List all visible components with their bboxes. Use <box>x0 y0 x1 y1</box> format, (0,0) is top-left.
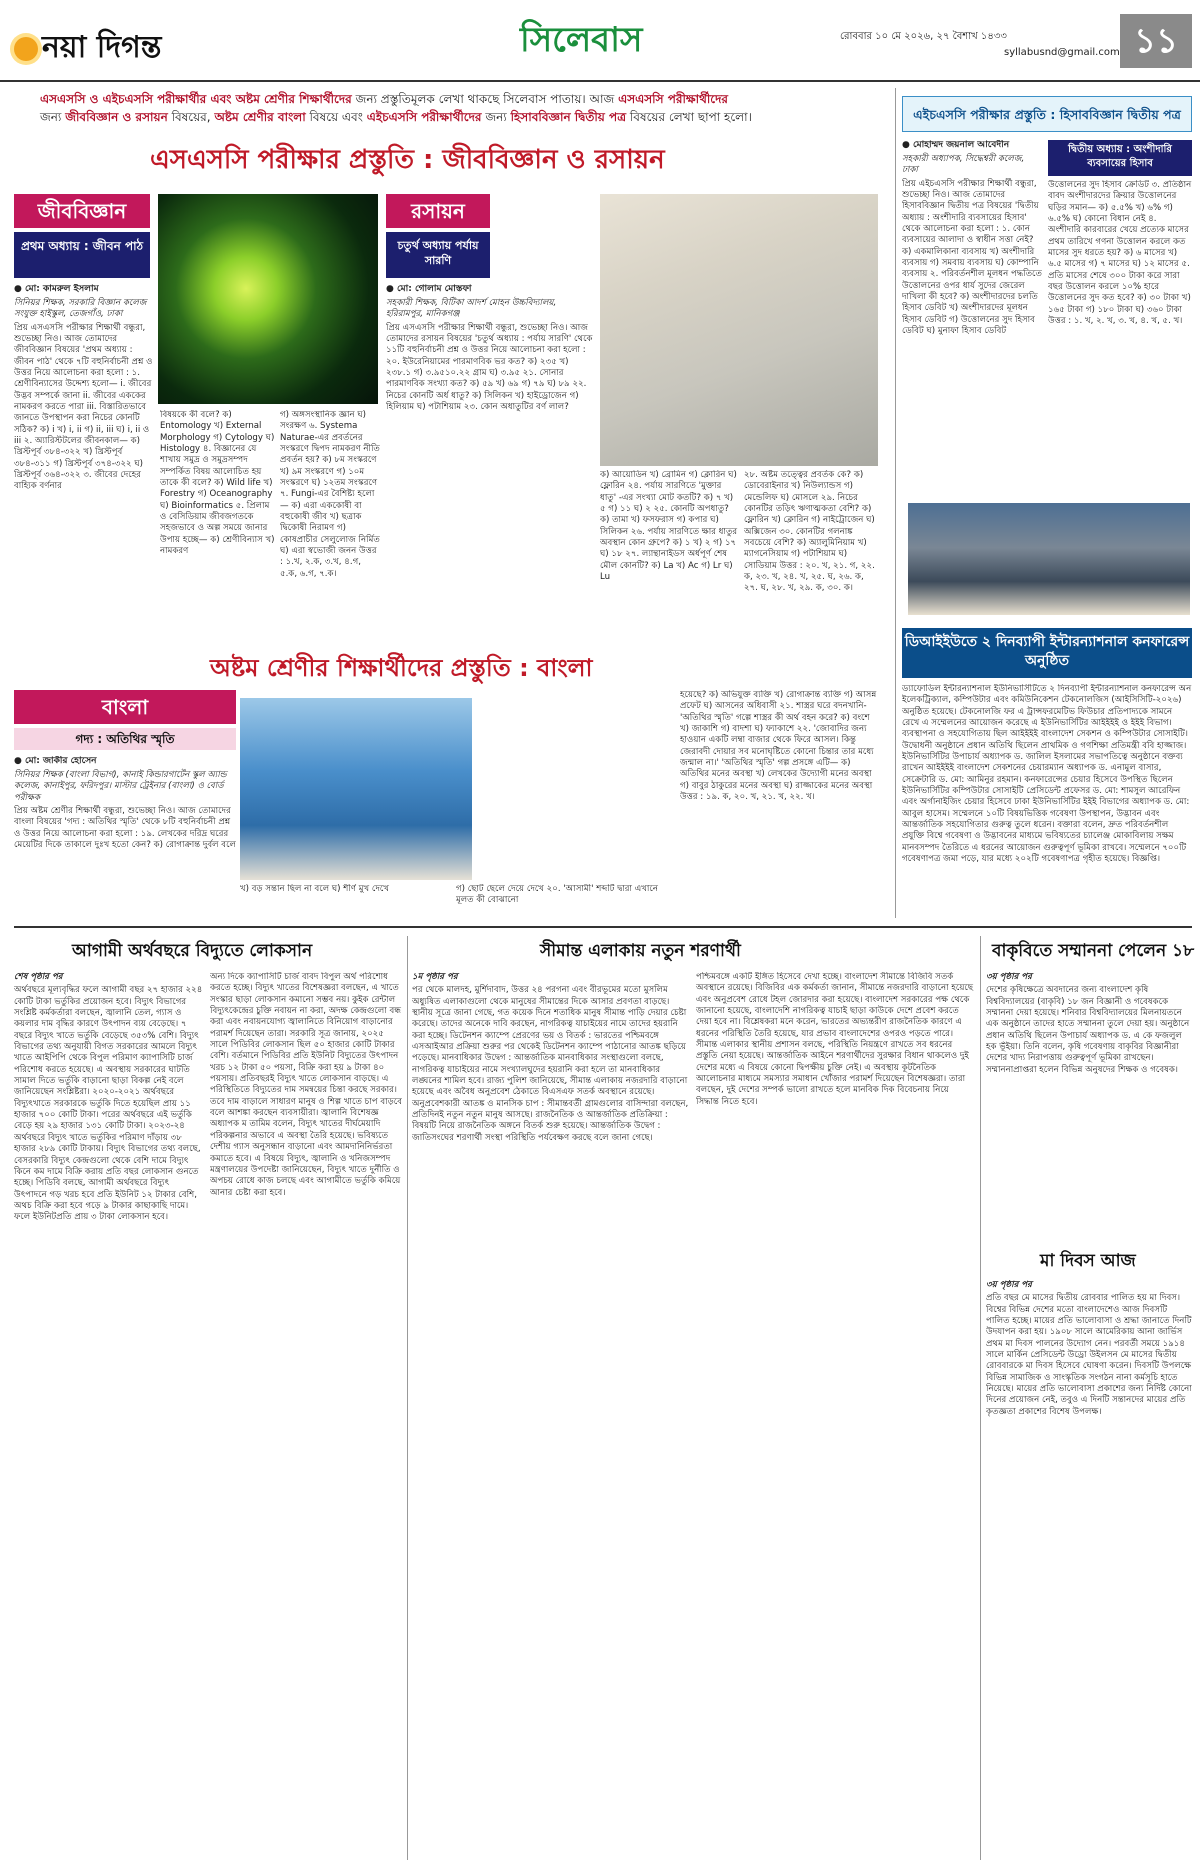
issue-date: রোববার ১০ মে ২০২৬, ২৭ বৈশাখ ১৪৩৩ <box>840 31 1007 42</box>
intro-text: বিষয়ের লেখা ছাপা হলো। <box>629 110 752 124</box>
bangla-column-1 <box>14 756 236 912</box>
author-desc: সিনিয়র শিক্ষক (বাংলা বিভাগ), কানাই কিন্ডারগার্টেন স্কুল অ্যান্ড কলেজ, কানাইপুর, ফরিদপুর। মাস্টার ট্রেইনার (বাংলা) ও বোর্ড পরীক্ষক <box>14 769 227 803</box>
article-body: প্রিয় এসএসসি পরীক্ষার শিক্ষার্থী বন্ধুরা, শুভেচ্ছা নিও। আজ তোমাদের রসায়ন বিষয়ের 'চতুর্থ অধ্যায় : পর্যায় সারণি' থেকে ১১টি বহুনির্বাচনী প্রশ্ন ও উত্তর নিয়ে আলোচনা করা হলো : ২০. ইউরেনিয়ামের পারমাণবিক ভর কত? ক) ২৩৫ খ) ২৩৮.১ গ) ৩.৯৫১০.২২ গ্রাম ঘ) ৩.৯৫ ২১. সোনার পারমাণবিক সংখ্যা কত? ক) ৫৯ খ) ৬৯ গ) ৭৯ ঘ) ৮৯ ২২. নিচের কোনটি অর্ধ ধাতু? ক) সিলিকন খ) হাইড্রোজেন গ) হিলিয়াম ঘ) পটাশিয়াম ২৩. কোন অধাতুটির বর্ণ লাল? <box>386 322 593 412</box>
article-body: হয়েছে? ক) অভিযুক্ত ব্যক্তি খ) রোগাক্রান্ত ব্যক্তি গ) আসন্ন প্রফেট ঘ) আসনের অধিবাসী ২১. শাস্ত্রর ঘরে বদনখানি-'অতিথির স্মৃতি' গল্পে শাস্ত্রর কী অর্থ বহন করে? ক) বংশে খ) জাকাশি গ) বাদশা ঘ) ফ্যাকাশে ২২. 'জোবাদির জন্য হাওয়ান একটি লম্বা বাজার থেকে ফিরে আসল। কিন্তু জেরাবদী দোয়ার সব মনোঘৃষ্টিতে কোনো চিন্তার তার মধ্যে জন্মাল না।' 'অতিথির স্মৃতি' গল্প প্রসঙ্গে এটি— ক) অতিথির মনের অবস্থা খ) লেখকের উদ্যোগী মনের অবস্থা গ) বাবুর ঠাকুরের মনের অবস্থা ঘ) রাজ্জাকের মনের অবস্থা উত্তর : ১৯. ক, ২০. খ, ২১. খ, ২২. খ। <box>680 690 877 803</box>
section-title: সিলেবাস <box>520 20 643 60</box>
article-body: পশ্চিমবঙ্গে একটি ইঙ্গিত হিসেবে দেখা হচ্ছে। বাংলাদেশ সীমান্তে বিজিবি সতর্ক অবস্থানে রয়েছে। বিজিবির এক কর্মকর্তা জানান, সীমান্তে নজরদারি বাড়ানো হয়েছে এবং অনুপ্রবেশ রোধে টহল জোরদার করা হয়েছে। বাংলাদেশ সরকারের পক্ষ থেকে জানানো হয়েছে, বাংলাদেশি নাগরিকত্ব যাচাই ছাড়া কাউকে দেশে প্রবেশ করতে দেয়া হবে না। বিশ্লেষকরা মনে করেন, ভারতের অভ্যন্তরীণ রাজনৈতিক কারণে এ ধরনের পরিস্থিতি তৈরি হয়েছে, যার প্রভাব বাংলাদেশের ওপরও পড়তে পারে। সীমান্ত এলাকার স্থানীয় প্রশাসন বলছে, পরিস্থিতি নিয়ন্ত্রণে রাখতে সব ধরনের প্রস্তুতি নেয়া হয়েছে। আন্তর্জাতিক আইনে শরণার্থীদের সুরক্ষার বিধান থাকলেও দুই দেশের মধ্যে এ বিষয়ে কোনো দ্বিপক্ষীয় চুক্তি নেই। এ অবস্থায় কূটনৈতিক আলোচনার মাধ্যমে সমস্যার সমাধান খোঁজার পরামর্শ দিয়েছেন বিশেষজ্ঞরা। তারা বলছেন, দুই দেশের সম্পর্ক ভালো রাখতে হলে মানবিক দিক বিবেচনায় নিয়ে সিদ্ধান্ত নিতে হবে। <box>696 972 974 1107</box>
article-body: প্রতি বছর মে মাসের দ্বিতীয় রোববার পালিত হয় মা দিবস। বিশ্বের বিভিন্ন দেশের মতো বাংলাদেশেও আজ দিবসটি পালিত হচ্ছে। মায়ের প্রতি ভালোবাসা ও শ্রদ্ধা জানাতে দিনটি উদযাপন করা হয়। ১৯০৮ সালে আমেরিকায় আনা জার্ভিস প্রথম মা দিবস পালনের উদ্যোগ নেন। পরবর্তী সময়ে ১৯১৪ সালে মার্কিন প্রেসিডেন্ট উড্রো উইলসন মে মাসের দ্বিতীয় রোববারকে মা দিবস হিসেবে ঘোষণা করেন। দিবসটি উপলক্ষে বিভিন্ন সামাজিক ও সাংস্কৃতিক সংগঠন নানা কর্মসূচি হাতে নিয়েছে। মায়ের প্রতি ভালোবাসা প্রকাশের জন্য নির্দিষ্ট কোনো দিনের প্রয়োজন নেই, তবুও এ দিনটি সন্তানদের মায়ের প্রতি কৃতজ্ঞতা প্রকাশের বিশেষ উপলক্ষ। <box>986 1293 1192 1417</box>
article-body: পর থেকে মালদহ, মুর্শিদাবাদ, উত্তর ২৪ পরগনা এবং বীরভূমের মতো মুসলিম অধ্যুষিত এলাকাগুলো থেকে মানুষের সীমান্তের দিকে আসার প্রবণতা বাড়ছে। স্থানীয় সূত্রে জানা গেছে, গত কয়েক দিনে শতাধিক মানুষ সীমান্ত পাড়ি দেয়ার চেষ্টা করেছে। তাদের অনেকে দাবি করছেন, নাগরিকত্ব যাচাইয়ের নামে তাদের হয়রানি করা হচ্ছে। ডিটেনশন ক্যাম্পে প্রেরণের ভয় ও বিতর্ক : ভারতের পশ্চিমবঙ্গে এসআইআর প্রক্রিয়া শুরুর পর থেকেই ডিটেনশন ক্যাম্পে পাঠানোর আতঙ্ক ছড়িয়ে পড়েছে। মানবাধিকার উদ্বেগ : আন্তর্জাতিক মানবাধিকার সংস্থাগুলো বলছে, নাগরিকত্ব যাচাইয়ের নামে সংখ্যালঘুদের হয়রানি করা হলে তা মানবাধিকার লঙ্ঘনের শামিল হবে। রাজ্য পুলিশ জানিয়েছে, সীমান্ত এলাকায় নজরদারি বাড়ানো হয়েছে এবং অবৈধ অনুপ্রবেশ ঠেকাতে বিএসএফ সতর্ক অবস্থানে রয়েছে। অনুপ্রবেশকারী আতঙ্ক ও মানসিক চাপ : সীমান্তবর্তী গ্রামগুলোর বাসিন্দারা বলছেন, প্রতিদিনই নতুন নতুন মানুষ আসছে। রাজনৈতিক ও আন্তর্জাতিক প্রতিক্রিয়া : বিষয়টি নিয়ে রাজনৈতিক অঙ্গনে বিতর্ক শুরু হয়েছে। আন্তর্জাতিক উদ্বেগ : জাতিসংঘের শরণার্থী সংস্থা পরিস্থিতি পর্যবেক্ষণ করছে বলে জানা গেছে। <box>412 985 689 1143</box>
chemistry-column-3 <box>744 470 880 620</box>
article-headline: বাকৃবিতে সম্মাননা পেলেন ১৮ <box>992 941 1195 961</box>
bangla-chapter: গদ্য : অতিথির স্মৃতি <box>14 728 236 750</box>
article-body: ক) আয়োডিন খ) ব্রোমিন গ) ক্লোরিন ঘ) ফ্লোরিন ২৪. পর্যায় সারণিতে 'মুক্তার ধাতু' -এর সংখ্যা মোট কতটি? ক) ৭ খ) ৫ গ) ১১ ঘ) ২ ২৫. কোনটি অপধাতু? ক) তামা খ) ফসফরাস গ) কপার ঘ) সিলিকন ২৬. পর্যায় সারণিতে ক্ষার ধাতুর অবস্থান কোন গ্রুপে? ক) ১ খ) ২ গ) ১৭ ঘ) ১৮ ২৭. ল্যান্থানাইডস অর্ধপূর্ণ শেষ মৌল কোনটি? ক) La খ) Ac গ) Lr ঘ) Lu <box>600 470 738 583</box>
electricity-column-2 <box>210 972 402 1860</box>
hsc-chapter: দ্বিতীয় অধ্যায় : অংশীদারি ব্যবসায়ের হিসাব <box>1048 140 1192 176</box>
article-body: অর্থবছরে মূল্যবৃদ্ধির ফলে আগামী বছর ২৭ হাজার ২২৪ কোটি টাকা ভর্তুকির প্রয়োজন হবে। বিদ্যুৎ বিভাগের সংশ্লিষ্ট কর্মকর্তারা বলছেন, জ্বালানি তেল, গ্যাস ও কয়লার দাম বৃদ্ধির কারণে উৎপাদন ব্যয় বেড়েছে। ৭ বছরে বিদ্যুৎ খাতে ভর্তুকি বেড়েছে ৩৫৩% বেশি। বিদ্যুৎ বিভাগের তথ্য অনুযায়ী বিগত সরকারের আমলে বিদ্যুৎ খাতে আইপিপি থেকে বিপুল পরিমাণ ক্যাপাসিটি চার্জ পরিশোধ করতে হয়েছে। এ অবস্থায় সরকারের ঘাটতি সামাল দিতে ভর্তুকি বাড়ানো ছাড়া বিকল্প নেই বলে জানিয়েছেন সংশ্লিষ্টরা। ২০২০-২০২১ অর্থবছরে বিদ্যুৎখাতে সরকারকে ভর্তুকি দিতে হয়েছিল প্রায় ১১ হাজার ৭০০ কোটি টাকা। পরের অর্থবছরে এই ভর্তুকি বেড়ে হয় ২৯ হাজার ১৩১ কোটি টাকা। ২০২৩-২৪ অর্থবছরে বিদ্যুৎ খাতে ভর্তুকির পরিমাণ দাঁড়ায় ৩৮ হাজার ২৮৯ কোটি টাকায়। বিদ্যুৎ বিভাগের তথ্য বলছে, বেসরকারি বিদ্যুৎ কেন্দ্রগুলো থেকে বেশি দামে বিদ্যুৎ কিনে কম দামে বিক্রি করায় প্রতি বছর লোকসান গুনতে হচ্ছে। পিডিবি বলছে, আগামী অর্থবছরে বিদ্যুৎ উৎপাদনে গড় খরচ হবে প্রতি ইউনিট ১২ টাকার বেশি, অথচ বিক্রি করা হবে গড়ে ৯ টাকার কাছাকাছি দামে। ফলে ইউনিটপ্রতি প্রায় ৩ টাকা লোকসান হবে। <box>14 985 203 1223</box>
contact-email: syllabusnd@gmail.com <box>1004 47 1120 58</box>
article-body: অন্য দিকে ক্যাপাসিটি চার্জ বাবদ বিপুল অর্থ পরিশোধ করতে হচ্ছে। বিদ্যুৎ খাতের বিশেষজ্ঞরা বলছেন, এ খাতে সংস্কার ছাড়া লোকসান কমানো সম্ভব নয়। কুইক রেন্টাল বিদ্যুৎকেন্দ্রের চুক্তি নবায়ন না করা, অদক্ষ কেন্দ্রগুলো বন্ধ করা এবং নবায়নযোগ্য জ্বালানিতে বিনিয়োগ বাড়ানোর পরামর্শ দিয়েছেন তারা। সরকারি সূত্র জানায়, ২০২৫ সালে পিডিবির লোকসান ছিল ৫০ হাজার কোটি টাকার বেশি। বর্তমানে পিডিবির প্রতি ইউনিট বিদ্যুতের উৎপাদন খরচ ১২ টাকা ৫০ পয়সা, বিক্রি করা হয় ৯ টাকা ৪০ পয়সায়। প্রতিবছরই বিদ্যুৎ খাতে লোকসান বাড়ছে। এ পরিস্থিতিতে বিদ্যুতের দাম সমন্বয়ের চিন্তা করছে সরকার। তবে দাম বাড়ালে সাধারণ মানুষ ও শিল্প খাতে চাপ বাড়বে বলে আশঙ্কা করছেন ব্যবসায়ীরা। জ্বালানি বিশেষজ্ঞ অধ্যাপক ম তামিম বলেন, বিদ্যুৎ খাতের দীর্ঘমেয়াদি পরিকল্পনার অভাবে এ অবস্থা তৈরি হয়েছে। ভবিষ্যতে দেশীয় গ্যাস অনুসন্ধান বাড়ানো এবং আমদানিনির্ভরতা কমাতে হবে। এ বিষয়ে বিদ্যুৎ, জ্বালানি ও খনিজসম্পদ মন্ত্রণালয়ের উপদেষ্টা জানিয়েছেন, বিদ্যুৎ খাতে দুর্নীতি ও অপচয় রোধে কাজ চলছে এবং আগামীতে ভর্তুকি কমিয়ে আনার চেষ্টা করা হবে। <box>210 972 402 1198</box>
intro-text: জন্য <box>40 110 62 124</box>
conference-body <box>902 684 1192 914</box>
hsc-headline: এইচএসসি পরীক্ষার প্রস্তুতি : হিসাববিজ্ঞান দ্বিতীয় পত্র <box>902 96 1192 132</box>
author-desc: সহকারী অধ্যাপক, সিদ্ধেশ্বরী কলেজ, ঢাকা <box>902 153 1025 176</box>
bangla-column-2 <box>240 884 450 914</box>
conference-group-photo <box>908 503 1190 615</box>
article-body: খ) বড় সন্তান ছিল না বলে ঘ) শীর্ণ মুখ দেখে <box>240 884 389 894</box>
chemistry-chapter: চতুর্থ অধ্যায় পর্যায় সারণি <box>386 232 490 278</box>
author-name: ● মো: কামরুল ইসলাম <box>14 284 99 294</box>
electricity-column-1 <box>14 972 204 1860</box>
intro-text: জন্য প্রস্তুতিমূলক লেখা থাকছে সিলেবাস পাতায়। আজ <box>355 92 615 106</box>
intro-text: এইচএসসি পরীক্ষার্থীদের <box>366 110 482 124</box>
article-body: দেশের কৃষিক্ষেত্রে অবদানের জন্য বাংলাদেশ কৃষি বিশ্ববিদ্যালয়ের (বাকৃবি) ১৮ জন বিজ্ঞানী ও গবেষককে সম্মাননা দেয়া হয়েছে। শনিবার বিশ্ববিদ্যালয়ের মিলনায়তনে এক অনুষ্ঠানে তাদের হাতে সম্মাননা তুলে দেয়া হয়। অনুষ্ঠানে প্রধান অতিথি ছিলেন উপাচার্য অধ্যাপক ড. এ কে ফজলুল হক ভূঁইয়া। তিনি বলেন, কৃষি গবেষণায় বাকৃবির বিজ্ঞানীরা দেশের খাদ্য নিরাপত্তায় গুরুত্বপূর্ণ ভূমিকা রাখছেন। সম্মাননাপ্রাপ্তরা হলেন বিভিন্ন অনুষদের শিক্ষক ও গবেষক। <box>986 985 1190 1075</box>
continuation-note: শেষ পৃষ্ঠার পর <box>14 972 63 982</box>
intro-text: বিষয়ের, <box>171 110 211 124</box>
chemistry-title: রসায়ন <box>386 194 490 228</box>
bacteria-illustration <box>158 194 378 404</box>
mothers-day-column <box>986 1280 1192 1860</box>
intro-text: এসএসসি পরীক্ষার্থীদের <box>618 92 729 106</box>
section-intro <box>40 90 880 126</box>
conference-headline: ডিআইইউতে ২ দিনব্যাপী ইন্টারন্যাশনাল কনফারেন্স অনুষ্ঠিত <box>902 628 1192 678</box>
article-body: প্রিয় এসএসসি পরীক্ষার শিক্ষার্থী বন্ধুরা, শুভেচ্ছা নিও। আজ তোমাদের জীববিজ্ঞান বিষয়ের 'প্রথম অধ্যায় : জীবন পাঠ' থেকে ৭টি বহুনির্বাচনী প্রশ্ন ও উত্তর নিয়ে আলোচনা করা হলো : ১. শ্রেণীবিন্যাসের উদ্দেশ্য হলো— i. জীবের উদ্ভব সম্পর্কে জানা ii. জীবের এককের নামকরণ করতে পারা iii. বিস্তারিতভাবে জানতে উপস্থাপন করা নিচের কোনটি সঠিক? ক) i খ) i, ii গ) ii, iii ঘ) i, ii ও iii ২. অ্যারিস্টটলের জীবনকাল— ক) খ্রিস্টপূর্ব ৩৮৪-৩২২ খ) খ্রিস্টপূর্ব ৩৮৪-৩১১ গ) খ্রিস্টপূর্ব ৩৭৪-৩২২ ঘ) খ্রিস্টপূর্ব ৩৬৪-৩২২ ৩. জীবের দেহের বাহ্যিক বর্ণনার <box>14 322 153 492</box>
continuation-note: ৩য় পৃষ্ঠার পর <box>986 972 1032 982</box>
article-body: উত্তোলনের সুদ হিসাব ক্রেডিট ৩. প্রতিষ্ঠান বাবদ অংশীদারদের ক্রিয়ার উত্তোলনের ঘড়ির সমান— ক) ৫.৫% খ) ৬% গ) ৬.৫% ঘ) কোনো বিধান নেই ৪. অংশীদারি কারবারের খেয়ে প্রত্যেক মাসের প্রথম তারিখে গণনা উত্তোলন করলে কত মাসের সুদ ধরতে হয়? ক) ৬ মাসের খ) ৬.৫ মাসের গ) ৭ মাসের ঘ) ১২ মাসের ৫. প্রতি মাসের শেষে ৩০০ টাকা করে সারা বছর উত্তোলন করলে ১০% হারে উত্তোলনের সুদ কত হবে? ক) ৩০ টাকা খ) ১৬৫ টাকা গ) ১৮০ টাকা ঘ) ৩৬০ টাকা উত্তর : ১. খ, ২. খ, ৩. খ, ৪. খ, ৫. খ। <box>1048 180 1192 327</box>
biology-chapter: প্রথম অধ্যায় : জীবন পাঠ <box>14 232 150 278</box>
author-desc: সিনিয়র শিক্ষক, সরকারি বিজ্ঞান কলেজ সংযুক্ত হাইস্কুল, তেজগাঁও, ঢাকা <box>14 297 147 320</box>
author-desc: সহকারী শিক্ষক, বিটিকা আদর্শ মোহন উচ্চবিদ্যালয়, হরিরামপুর, মানিকগঞ্জ <box>386 297 557 320</box>
intro-text: অষ্টম শ্রেণীর বাংলা <box>214 110 306 124</box>
ssc-headline: এসএসসি পরীক্ষার প্রস্তুতি : জীববিজ্ঞান ও রসায়ন <box>150 145 665 175</box>
article-body: বিষয়কে কী বলে? ক) Entomology খ) External Morphology গ) Cytology ঘ) Histology ৪. বিজ্ঞানের যে শাখায় সমুদ্র ও সমুদ্রসম্পদ সম্পর্কিত বিষয় আলোচিত হয় তাকে কী বলে? ক) Wild life খ) Forestry গ) Oceanography ঘ) Bioinformatics ৫. প্রিলাম ও বেসিডিয়াম জীবজগতকে সহজভাবে ও অল্প সময়ে জানার উপায় হচ্ছে— ক) শ্রেণীবিন্যাস খ) নামকরণ <box>160 410 275 557</box>
masthead <box>0 0 1200 82</box>
article-body: প্রিয় অষ্টম শ্রেণীর শিক্ষার্থী বন্ধুরা, শুভেচ্ছা নিও। আজ তোমাদের বাংলা বিষয়ের 'গদ্য : অতিথির স্মৃতি' থেকে ৮টি বহুনির্বাচনী প্রশ্ন ও উত্তর নিয়ে আলোচনা করা হলো : ১৯. লেখকের দরিদ্র ঘরের মেয়েটির দিকে তাকালে দুঃখ হতো কেন? ক) রোগাক্রান্ত দুর্বল বলে <box>14 805 236 850</box>
article-body: ২৮. অষ্টম তত্ত্বের প্রবর্তক কে? ক) ডোবেরাইনার খ) নিউল্যান্ডস গ) মেন্ডেলিফ ঘ) মোসলে ২৯. নিচের কোনটির তড়িৎ ঋণাত্মকতা বেশি? ক) ফ্লোরিন খ) ক্লোরিন গ) নাইট্রোজেন ঘ) অক্সিজেন ৩০. কোনটির গলনাঙ্ক সবচেয়ে বেশি? ক) অ্যালুমিনিয়াম খ) ম্যাগনেসিয়াম গ) পটাশিয়াম ঘ) সোডিয়াম উত্তর : ২০. খ, ২১. গ, ২২. ক, ২৩. খ, ২৪. খ, ২৫. ঘ, ২৬. ক, ২৭. ঘ, ২৮. খ, ২৯. ক, ৩০. ক। <box>744 470 875 594</box>
hsc-column-1 <box>902 140 1042 495</box>
column-divider <box>407 936 408 1860</box>
continuation-note: ১ম পৃষ্ঠার পর <box>412 972 458 982</box>
author-name: ● মো: গোলাম মোস্তফা <box>386 284 472 294</box>
biology-column-1 <box>14 284 154 620</box>
article-body: গ) অঙ্গসংস্থানিক জ্ঞান ঘ) সংরক্ষণ ৬. Systema Naturae-এর প্রবর্তনের সংস্করণে দ্বিপদ নামকরণ নীতি প্রবর্তন হয়? ক) ৮ম সংস্করণে খ) ৯ম সংস্করণে গ) ১০ম সংস্করণে ঘ) ১২তম সংস্করণে ৭. Fungi-এর বৈশিষ্ট্য হলো— ক) এরা এককোষী বা বহুকোষী জীব খ) ছত্রাক দ্বিকোষী নিরামণ গ) কোষপ্রাচীর সেলুলোজ নির্মিত ঘ) এরা স্বভোজী জনন উত্তর : ১.খ, ২.ক, ৩.খ, ৪.গ, ৫.ক, ৬.গ, ৭.ক। <box>280 410 380 579</box>
article-headline: সীমান্ত এলাকায় নতুন শরণার্থী <box>540 941 741 961</box>
bangla-title: বাংলা <box>14 690 236 724</box>
class8-headline: অষ্টম শ্রেণীর শিক্ষার্থীদের প্রস্তুতি : বাংলা <box>210 654 593 682</box>
students-reading-photo <box>240 698 472 880</box>
page-number: ১১ <box>1120 14 1192 68</box>
section-divider <box>14 926 1192 928</box>
bangla-column-3 <box>456 884 676 914</box>
intro-text: জীববিজ্ঞান ও রসায়ন <box>65 110 168 124</box>
biology-column-2 <box>160 410 276 620</box>
bangla-column-4 <box>680 690 880 914</box>
intro-text: এসএসসি ও এইচএসসি পরীক্ষার্থীর এবং অষ্টম শ্রেণীর শিক্ষার্থীদের <box>40 92 352 106</box>
article-headline: মা দিবস আজ <box>1040 1251 1136 1271</box>
author-name: ● মোহাম্মদ জয়নাল আবেদীন <box>902 140 1010 150</box>
column-divider <box>980 936 981 1860</box>
intro-text: বিষয়ে এবং <box>309 110 363 124</box>
refugee-column-2 <box>696 972 974 1860</box>
biology-column-3 <box>280 410 380 620</box>
sun-icon <box>14 37 38 61</box>
chemistry-column-1 <box>386 284 594 620</box>
continuation-note: ৩য় পৃষ্ঠার পর <box>986 1280 1032 1290</box>
intro-text: হিসাববিজ্ঞান দ্বিতীয় পত্র <box>510 110 627 124</box>
author-name: ● মো: জাকীর হোসেন <box>14 756 97 766</box>
intro-text: জন্য <box>485 110 507 124</box>
newspaper-logo: নয়া দিগন্ত <box>14 28 161 69</box>
hsc-column-2 <box>1048 180 1192 495</box>
exam-hall-photo <box>600 194 878 466</box>
article-headline: আগামী অর্থবছরে বিদ্যুতে লোকসান <box>72 941 313 961</box>
chemistry-column-2 <box>600 470 740 620</box>
article-body: ড্যাফোডিল ইন্টারন্যাশনাল ইউনিভার্সিটিতে ২ দিনব্যাপী ইন্টারন্যাশনাল কনফারেন্স অন ইলেকট্রিক্যাল, কম্পিউটার এবং কমিউনিকেশন টেকনোলজিস (আইসিসিটি-২০২৬) অনুষ্ঠিত হয়েছে। টেকনোলজি ফর এ ট্রান্সফরমেটিভ ফিউচার প্রতিপাদ্যকে সামনে রেখে এ সম্মেলনের আয়োজন করেছে এ ইউনিভার্সিটির আইইইই ও ইইই বিভাগ। ব্যবস্থাপনা ও সহযোগিতায় ছিল আইইইই বাংলাদেশ সেকশন ও কম্পিউটার সোসাইটি। উদ্বোধনী অনুষ্ঠানে প্রধান অতিথি ছিলেন প্রাথমিক ও গণশিক্ষা প্রতিমন্ত্রী ববি হাজ্জাজ। ইউনিভার্সিটির উপাচার্য অধ্যাপক ড. জালিল ইসলামের সভাপতিত্বে অনুষ্ঠানে বক্তব্য রাখেন আইইইই বাংলাদেশ সেকশনের চেয়ারম্যান অধ্যাপক ড. এনামুল বাসার, সেক্রেটারি ড. মো: আমিনুর রহমান। কনফারেন্সের চেয়ার হিসেবে উপস্থিত ছিলেন ইউনিভার্সিটির কম্পিউটার সোসাইটি প্রেসিডেন্ট প্রফেসর ড. মো: শামসুল আরেফিন এবং অর্গানাইজিং চেয়ার হিসেবে ঢাকা ইউনিভার্সিটির ইইই বিভাগের অধ্যাপক ড. মো: আবুল হাসেম। সম্মেলনে ১০টি বিষয়ভিত্তিক গবেষণা উপস্থাপন, উদ্ভাবন এবং আন্তর্জাতিক সহযোগিতার গুরুত্ব তুলে ধরেন। বক্তারা বলেন, দ্রুত পরিবর্তনশীল প্রযুক্তি বিশ্বে গবেষণা ও উদ্ভাবনের মাধ্যমে ভবিষ্যতের চ্যালেঞ্জ মোকাবিলায় সক্ষম মানবসম্পদ তৈরিতে এ ধরনের আয়োজন গুরুত্বপূর্ণ ভূমিকা রাখবে। সম্মেলনে ৭০০টি গবেষণাপত্র জমা পড়ে, যার মধ্যে ২০২টি গবেষণাপত্র গৃহীত হয়েছে। বিজ্ঞপ্তি। <box>902 684 1192 865</box>
article-body: গ) ছোট ছেলে দেয়ে দেখে ২০. 'আসামী' শব্দটি দ্বারা এখানে মূলত কী বোঝানো <box>456 884 658 906</box>
column-divider <box>895 88 896 918</box>
refugee-column-1 <box>412 972 690 1860</box>
article-body: প্রিয় এইচএসসি পরীক্ষার শিক্ষার্থী বন্ধুরা, শুভেচ্ছা নিও। আজ তোমাদের হিসাববিজ্ঞান দ্বিতীয় পত্র বিষয়ের 'দ্বিতীয় অধ্যায় : অংশীদারি ব্যবসায়ের হিসাব' থেকে আলোচনা করা হলো : ১. কোন ব্যবসায়ের আলাদা ও স্বাধীন সত্তা নেই? ক) একমালিকানা ব্যবসায় খ) অংশীদারি ব্যবসায় গ) সমবায় ব্যবসায় ঘ) কোম্পানি ব্যবসায় ২. পরিবর্তনশীল মূলধন পদ্ধতিতে উত্তোলনের ওপর ধার্য সুদের জেরেল দাখিলা কী হবে? ক) অংশীদারদের চলতি হিসাব ডেবিট খ) অংশীদারদের মূলধন হিসাব ডেবিট গ) উত্তোলনের সুদ হিসাব ডেবিট ঘ) মুনাফা হিসাব ডেবিট <box>902 178 1042 337</box>
award-column <box>986 972 1192 1242</box>
biology-title: জীববিজ্ঞান <box>14 194 150 228</box>
